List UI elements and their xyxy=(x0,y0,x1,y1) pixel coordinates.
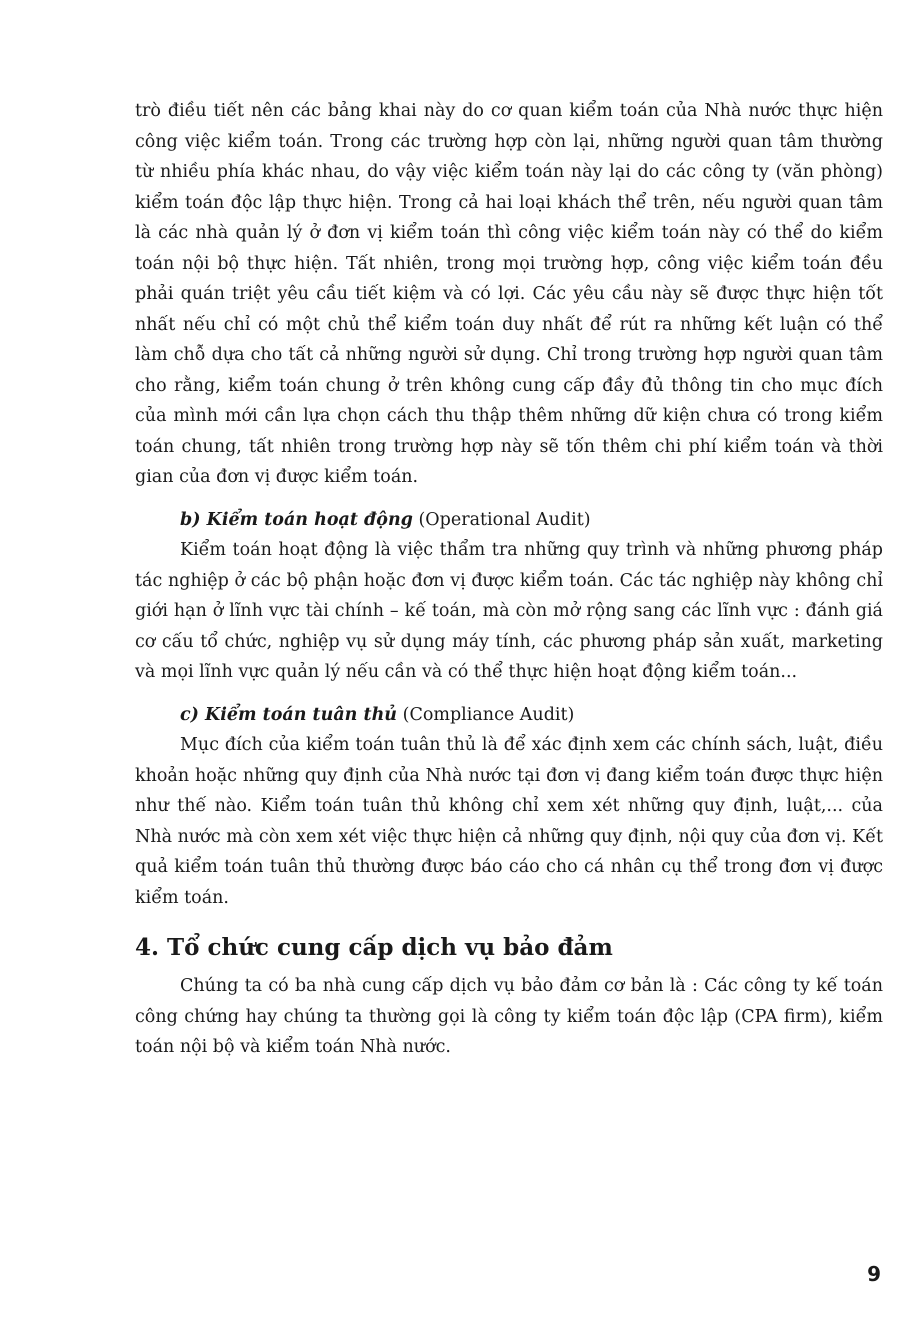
paragraph-continuation: trò điều tiết nên các bảng khai này do cơ quan kiểm toán của Nhà nước thực hiện công việc kiểm toán. Trong các trường hợp còn lại, những người quan tâm thường từ nhiều phía khác nhau, do vậy việc kiểm toán này lại do các công ty (văn phòng) kiểm toán độc lập thực hiện. Trong cả hai loại khách thể trên, nếu người quan tâm là các nhà quản lý ở đơn vị kiểm toán thì công việc kiểm toán này có thể do kiểm toán nội bộ thực hiện. Tất nhiên, trong mọi trường hợp, công việc kiểm toán đều phải quán triệt yêu cầu tiết kiệm và có lợi. Các yêu cầu này sẽ được thực hiện tốt nhất nếu chỉ có một chủ thể kiểm toán duy nhất để rút ra những kết luận có thể làm chỗ dựa cho tất cả những người sử dụng. Chỉ trong trường hợp người quan tâm cho rằng, kiểm toán chung ở trên không cung cấp đầy đủ thông tin cho mục đích của mình mới cần lựa chọn cách thu thập thêm những dữ kiện chưa có trong kiểm toán chung, tất nhiên trong trường hợp này sẽ tốn thêm chi phí kiểm toán và thời gian của đơn vị được kiểm toán. xyxy=(135,101,883,487)
subheading-english: (Operational Audit) xyxy=(418,509,591,530)
subheading-compliance-audit xyxy=(135,700,883,731)
paragraph-compliance-audit: Mục đích của kiểm toán tuân thủ là để xác định xem các chính sách, luật, điều khoản hoặc những quy định của Nhà nước tại đơn vị đang kiểm toán được thực hiện như thế nào. Kiểm toán tuân thủ không chỉ xem xét những quy định, luật,... của Nhà nước mà còn xem xét việc thực hiện cả những quy định, nội quy của đơn vị. Kết quả kiểm toán tuân thủ thường được báo cáo cho cá nhân cụ thể trong đơn vị được kiểm toán. xyxy=(135,735,883,908)
section-heading: 4. Tổ chức cung cấp dịch vụ bảo đảm xyxy=(135,934,613,961)
subheading-label: c) Kiểm toán tuân thủ xyxy=(180,704,398,725)
subheading-english: (Compliance Audit) xyxy=(402,704,575,725)
subheading-operational-audit xyxy=(135,505,883,536)
subheading-label: b) Kiểm toán hoạt động xyxy=(180,509,413,530)
page-number: 9 xyxy=(867,1262,881,1286)
paragraph-operational-audit: Kiểm toán hoạt động là việc thẩm tra những quy trình và những phương pháp tác nghiệp ở các bộ phận hoặc đơn vị được kiểm toán. Các tác nghiệp này không chỉ giới hạn ở lĩnh vực tài chính – kế toán, mà còn mở rộng sang các lĩnh vực : đánh giá cơ cấu tổ chức, nghiệp vụ sử dụng máy tính, các phương pháp sản xuất, marketing và mọi lĩnh vực quản lý nếu cần và có thể thực hiện hoạt động kiểm toán... xyxy=(135,540,883,682)
page-body xyxy=(135,96,883,1063)
paragraph-assurance-providers: Chúng ta có ba nhà cung cấp dịch vụ bảo đảm cơ bản là : Các công ty kế toán công chứng hay chúng ta thường gọi là công ty kiểm toán độc lập (CPA firm), kiểm toán nội bộ và kiểm toán Nhà nước. xyxy=(135,976,883,1057)
